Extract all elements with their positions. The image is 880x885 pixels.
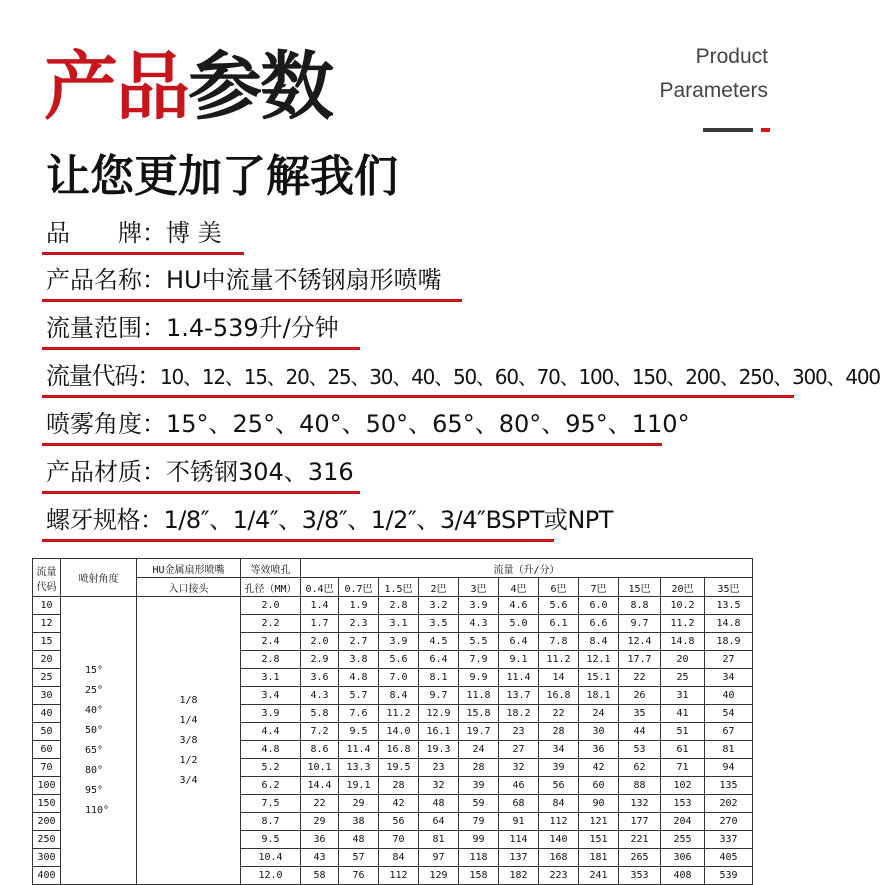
- cell-flow: 19.3: [419, 741, 459, 759]
- param-label: 流量代码：: [46, 362, 160, 390]
- cell-flow: 19.1: [339, 777, 379, 795]
- cell-flow: 7.6: [339, 705, 379, 723]
- cell-flow: 19.5: [379, 759, 419, 777]
- cell-flow: 118: [459, 849, 499, 867]
- cell-flow: 2.8: [379, 597, 419, 615]
- cell-flow: 121: [579, 813, 619, 831]
- cell-flow: 13.7: [499, 687, 539, 705]
- cell-flow: 56: [539, 777, 579, 795]
- spec-table: [32, 558, 753, 885]
- header-pressure: 3巴: [459, 578, 499, 597]
- cell-flow: 94: [705, 759, 753, 777]
- cell-flow-code: 150: [33, 795, 61, 813]
- cell-flow: 17.7: [619, 651, 661, 669]
- subtitle: 让您更加了解我们: [46, 151, 398, 202]
- cell-flow: 2.3: [339, 615, 379, 633]
- cell-flow: 2.9: [301, 651, 339, 669]
- cell-flow: 3.1: [379, 615, 419, 633]
- cell-flow: 34: [539, 741, 579, 759]
- cell-flow: 70: [379, 831, 419, 849]
- header-pressure: 35巴: [705, 578, 753, 597]
- table-body: [33, 597, 753, 885]
- cell-flow-code: 12: [33, 615, 61, 633]
- connection-value: 3/4: [179, 774, 198, 786]
- cell-flow: 31: [661, 687, 705, 705]
- header-pressure: 4巴: [499, 578, 539, 597]
- param-value: 1.4-539升/分钟: [166, 314, 339, 342]
- spec-table-wrapper: [32, 558, 752, 883]
- cell-flow: 270: [705, 813, 753, 831]
- page-title: [44, 28, 332, 130]
- angle-value: 95°: [85, 784, 104, 796]
- cell-flow: 3.9: [379, 633, 419, 651]
- cell-flow: 18.1: [579, 687, 619, 705]
- header-pressure: 2巴: [419, 578, 459, 597]
- cell-flow: 14.8: [705, 615, 753, 633]
- cell-flow: 132: [619, 795, 661, 813]
- header-spray-angle: 喷射角度: [61, 559, 137, 597]
- cell-flow: 12.1: [579, 651, 619, 669]
- cell-flow: 3.6: [301, 669, 339, 687]
- cell-flow: 405: [705, 849, 753, 867]
- cell-flow-code: 200: [33, 813, 61, 831]
- angle-value: 25°: [85, 684, 104, 696]
- cell-flow: 32: [499, 759, 539, 777]
- cell-flow-code: 15: [33, 633, 61, 651]
- angle-value: 65°: [85, 744, 104, 756]
- cell-flow: 90: [579, 795, 619, 813]
- cell-flow: 40: [705, 687, 753, 705]
- cell-flow: 129: [419, 867, 459, 885]
- cell-flow: 11.4: [499, 669, 539, 687]
- cell-flow: 11.2: [379, 705, 419, 723]
- cell-flow: 9.1: [499, 651, 539, 669]
- cell-flow: 14: [539, 669, 579, 687]
- header-pressure: 0.4巴: [301, 578, 339, 597]
- cell-flow: 54: [705, 705, 753, 723]
- cell-flow: 12.9: [419, 705, 459, 723]
- cell-flow-code: 50: [33, 723, 61, 741]
- cell-flow: 43: [301, 849, 339, 867]
- cell-flow: 14.4: [301, 777, 339, 795]
- param-label: 流量范围：: [46, 314, 166, 342]
- param-value: 博 美: [166, 219, 222, 247]
- cell-orifice: 10.4: [241, 849, 301, 867]
- english-title-line1: Product: [695, 45, 768, 68]
- cell-flow: 5.0: [499, 615, 539, 633]
- cell-flow: 137: [499, 849, 539, 867]
- header-flow: 流量（升/分）: [301, 559, 753, 578]
- cell-flow: 68: [499, 795, 539, 813]
- cell-flow: 19.7: [459, 723, 499, 741]
- cell-flow: 32: [419, 777, 459, 795]
- cell-flow-code: 400: [33, 867, 61, 885]
- cell-flow: 204: [661, 813, 705, 831]
- cell-flow: 97: [419, 849, 459, 867]
- cell-flow: 62: [619, 759, 661, 777]
- cell-flow: 46: [499, 777, 539, 795]
- cell-flow: 4.5: [419, 633, 459, 651]
- cell-flow: 12.4: [619, 633, 661, 651]
- header-flow-code: 流量 代码: [33, 559, 61, 597]
- cell-orifice: 2.8: [241, 651, 301, 669]
- page-title-red: 产品: [44, 44, 188, 130]
- cell-flow: 58: [301, 867, 339, 885]
- cell-flow: 337: [705, 831, 753, 849]
- underline: [42, 395, 794, 398]
- cell-flow: 9.5: [339, 723, 379, 741]
- cell-flow: 6.6: [579, 615, 619, 633]
- cell-flow: 153: [661, 795, 705, 813]
- cell-flow: 11.2: [539, 651, 579, 669]
- param-value: HU中流量不锈钢扇形喷嘴: [166, 266, 442, 294]
- cell-flow: 27: [705, 651, 753, 669]
- angle-value: 80°: [85, 764, 104, 776]
- header-orifice-2: 孔径（MM）: [241, 578, 301, 597]
- cell-flow: 182: [499, 867, 539, 885]
- cell-flow: 14.8: [661, 633, 705, 651]
- header-inlet: 入口接头: [137, 578, 241, 597]
- cell-flow: 10.1: [301, 759, 339, 777]
- param-flow-range: [42, 310, 339, 350]
- table-header-row: [33, 559, 753, 578]
- cell-flow: 158: [459, 867, 499, 885]
- cell-flow: 76: [339, 867, 379, 885]
- cell-flow: 26: [619, 687, 661, 705]
- cell-flow: 255: [661, 831, 705, 849]
- cell-flow: 9.7: [619, 615, 661, 633]
- cell-flow: 41: [661, 705, 705, 723]
- param-brand: [42, 215, 222, 255]
- cell-spray-angles: [61, 597, 137, 885]
- cell-flow: 18.2: [499, 705, 539, 723]
- cell-flow: 53: [619, 741, 661, 759]
- underline: [42, 539, 554, 542]
- param-label: 产品材质：: [46, 458, 166, 486]
- cell-orifice: 8.7: [241, 813, 301, 831]
- cell-flow-code: 30: [33, 687, 61, 705]
- underline: [42, 347, 360, 350]
- cell-flow: 3.8: [339, 651, 379, 669]
- cell-flow: 39: [459, 777, 499, 795]
- cell-flow: 35: [619, 705, 661, 723]
- cell-orifice: 2.2: [241, 615, 301, 633]
- cell-flow: 6.0: [579, 597, 619, 615]
- cell-flow: 8.4: [379, 687, 419, 705]
- cell-flow: 81: [419, 831, 459, 849]
- cell-flow: 5.7: [339, 687, 379, 705]
- cell-flow: 1.4: [301, 597, 339, 615]
- cell-flow: 57: [339, 849, 379, 867]
- cell-flow: 38: [339, 813, 379, 831]
- table-header-row: [33, 578, 753, 597]
- cell-flow: 16.1: [419, 723, 459, 741]
- param-value: 1/8″、1/4″、3/8″、1/2″、3/4″BSPT或NPT: [163, 506, 613, 534]
- header-pressure: 6巴: [539, 578, 579, 597]
- cell-flow: 8.6: [301, 741, 339, 759]
- cell-flow: 67: [705, 723, 753, 741]
- param-label: 喷雾角度：: [46, 410, 166, 438]
- param-value: 15°、25°、40°、50°、65°、80°、95°、110°: [166, 410, 690, 438]
- cell-flow: 9.9: [459, 669, 499, 687]
- cell-flow: 27: [499, 741, 539, 759]
- cell-flow: 24: [459, 741, 499, 759]
- cell-flow: 11.4: [339, 741, 379, 759]
- cell-flow: 91: [499, 813, 539, 831]
- cell-flow: 71: [661, 759, 705, 777]
- cell-flow: 265: [619, 849, 661, 867]
- cell-flow: 28: [539, 723, 579, 741]
- cell-flow: 51: [661, 723, 705, 741]
- cell-flow-code: 300: [33, 849, 61, 867]
- cell-orifice: 5.2: [241, 759, 301, 777]
- cell-flow: 3.5: [419, 615, 459, 633]
- param-spray-angle: [42, 406, 690, 446]
- cell-flow: 4.8: [339, 669, 379, 687]
- cell-flow: 60: [579, 777, 619, 795]
- cell-flow: 7.9: [459, 651, 499, 669]
- header-pressure: 0.7巴: [339, 578, 379, 597]
- cell-flow: 30: [579, 723, 619, 741]
- cell-flow: 84: [539, 795, 579, 813]
- cell-flow: 1.7: [301, 615, 339, 633]
- cell-flow: 34: [705, 669, 753, 687]
- cell-flow: 6.4: [499, 633, 539, 651]
- param-label: 品 牌：: [46, 219, 166, 247]
- cell-flow: 114: [499, 831, 539, 849]
- cell-flow-code: 60: [33, 741, 61, 759]
- header-pressure: 1.5巴: [379, 578, 419, 597]
- cell-flow: 306: [661, 849, 705, 867]
- cell-flow: 10.2: [661, 597, 705, 615]
- page-title-black: 参数: [188, 44, 332, 130]
- cell-flow: 539: [705, 867, 753, 885]
- cell-flow: 29: [301, 813, 339, 831]
- cell-flow: 7.2: [301, 723, 339, 741]
- param-flow-code: [42, 358, 880, 398]
- angle-value: 40°: [85, 704, 104, 716]
- cell-flow: 3.9: [459, 597, 499, 615]
- cell-flow: 6.1: [539, 615, 579, 633]
- connection-value: 1/2: [179, 754, 198, 766]
- underline: [42, 252, 244, 255]
- cell-flow: 11.8: [459, 687, 499, 705]
- param-thread: [42, 502, 613, 542]
- connection-value: 1/8: [179, 694, 198, 706]
- cell-flow: 168: [539, 849, 579, 867]
- cell-flow: 44: [619, 723, 661, 741]
- cell-flow: 9.7: [419, 687, 459, 705]
- cell-flow-code: 10: [33, 597, 61, 615]
- cell-flow: 14.0: [379, 723, 419, 741]
- cell-flow: 79: [459, 813, 499, 831]
- cell-flow: 42: [379, 795, 419, 813]
- cell-flow: 59: [459, 795, 499, 813]
- table-row: [33, 597, 753, 615]
- cell-flow: 8.1: [419, 669, 459, 687]
- param-product-name: [42, 262, 442, 302]
- cell-flow: 20: [661, 651, 705, 669]
- param-material: [42, 454, 354, 494]
- cell-flow: 5.8: [301, 705, 339, 723]
- cell-flow: 112: [379, 867, 419, 885]
- cell-flow: 2.7: [339, 633, 379, 651]
- cell-flow: 7.0: [379, 669, 419, 687]
- cell-flow: 42: [579, 759, 619, 777]
- angle-value: 110°: [85, 804, 110, 816]
- header-orifice-1: 等效喷孔: [241, 559, 301, 578]
- header-nozzle: HU金属扇形喷嘴: [137, 559, 241, 578]
- cell-flow: 8.4: [579, 633, 619, 651]
- cell-flow: 36: [301, 831, 339, 849]
- cell-flow: 36: [579, 741, 619, 759]
- cell-flow: 25: [661, 669, 705, 687]
- cell-flow: 151: [579, 831, 619, 849]
- decorative-bar-dark: [703, 128, 753, 132]
- cell-flow: 7.8: [539, 633, 579, 651]
- cell-flow: 140: [539, 831, 579, 849]
- cell-flow: 223: [539, 867, 579, 885]
- cell-flow-code: 100: [33, 777, 61, 795]
- cell-flow: 4.3: [301, 687, 339, 705]
- cell-orifice: 7.5: [241, 795, 301, 813]
- underline: [42, 443, 662, 446]
- cell-flow: 4.3: [459, 615, 499, 633]
- header-pressure: 7巴: [579, 578, 619, 597]
- param-label: 产品名称：: [46, 266, 166, 294]
- cell-flow: 15.8: [459, 705, 499, 723]
- cell-flow: 23: [499, 723, 539, 741]
- cell-orifice: 6.2: [241, 777, 301, 795]
- param-value: 10、12、15、20、25、30、40、50、60、70、100、150、200、250、300、400: [160, 365, 880, 389]
- cell-flow: 13.3: [339, 759, 379, 777]
- cell-flow: 1.9: [339, 597, 379, 615]
- cell-flow: 4.6: [499, 597, 539, 615]
- cell-flow: 28: [459, 759, 499, 777]
- underline: [42, 491, 360, 494]
- cell-flow: 22: [301, 795, 339, 813]
- header-pressure: 15巴: [619, 578, 661, 597]
- cell-flow: 39: [539, 759, 579, 777]
- cell-flow: 22: [539, 705, 579, 723]
- cell-flow: 28: [379, 777, 419, 795]
- cell-flow: 6.4: [419, 651, 459, 669]
- cell-flow: 241: [579, 867, 619, 885]
- cell-flow: 102: [661, 777, 705, 795]
- cell-inlet-connections: [137, 597, 241, 885]
- cell-flow: 48: [339, 831, 379, 849]
- cell-flow: 177: [619, 813, 661, 831]
- cell-flow: 5.6: [379, 651, 419, 669]
- param-value: 不锈钢304、316: [166, 458, 354, 486]
- connection-value: 1/4: [179, 714, 198, 726]
- cell-orifice: 9.5: [241, 831, 301, 849]
- cell-orifice: 4.4: [241, 723, 301, 741]
- cell-orifice: 2.0: [241, 597, 301, 615]
- cell-flow: 408: [661, 867, 705, 885]
- cell-orifice: 3.9: [241, 705, 301, 723]
- cell-flow: 23: [419, 759, 459, 777]
- cell-flow: 84: [379, 849, 419, 867]
- cell-flow: 61: [661, 741, 705, 759]
- cell-flow: 353: [619, 867, 661, 885]
- cell-flow: 18.9: [705, 633, 753, 651]
- cell-flow: 16.8: [539, 687, 579, 705]
- cell-flow: 99: [459, 831, 499, 849]
- cell-orifice: 4.8: [241, 741, 301, 759]
- cell-flow-code: 20: [33, 651, 61, 669]
- cell-orifice: 2.4: [241, 633, 301, 651]
- connection-value: 3/8: [179, 734, 198, 746]
- cell-flow: 5.6: [539, 597, 579, 615]
- cell-flow: 24: [579, 705, 619, 723]
- english-title: [659, 40, 768, 108]
- cell-flow: 221: [619, 831, 661, 849]
- cell-flow: 112: [539, 813, 579, 831]
- cell-flow: 202: [705, 795, 753, 813]
- cell-flow: 11.2: [661, 615, 705, 633]
- cell-orifice: 3.1: [241, 669, 301, 687]
- angle-value: 15°: [85, 664, 104, 676]
- header-pressure: 20巴: [661, 578, 705, 597]
- param-label: 螺牙规格：: [46, 506, 164, 534]
- cell-flow: 13.5: [705, 597, 753, 615]
- cell-flow: 22: [619, 669, 661, 687]
- cell-flow-code: 70: [33, 759, 61, 777]
- angle-value: 50°: [85, 724, 104, 736]
- english-title-line2: Parameters: [659, 79, 768, 102]
- cell-flow: 3.2: [419, 597, 459, 615]
- cell-flow: 5.5: [459, 633, 499, 651]
- cell-flow: 29: [339, 795, 379, 813]
- cell-flow: 64: [419, 813, 459, 831]
- cell-flow-code: 250: [33, 831, 61, 849]
- cell-flow: 181: [579, 849, 619, 867]
- cell-flow: 56: [379, 813, 419, 831]
- cell-flow-code: 25: [33, 669, 61, 687]
- decorative-bar-red: [761, 128, 770, 132]
- cell-flow: 15.1: [579, 669, 619, 687]
- cell-flow: 88: [619, 777, 661, 795]
- cell-flow-code: 40: [33, 705, 61, 723]
- cell-flow: 16.8: [379, 741, 419, 759]
- underline: [42, 299, 462, 302]
- cell-flow: 135: [705, 777, 753, 795]
- cell-flow: 2.0: [301, 633, 339, 651]
- cell-flow: 8.8: [619, 597, 661, 615]
- cell-orifice: 12.0: [241, 867, 301, 885]
- cell-flow: 48: [419, 795, 459, 813]
- cell-flow: 81: [705, 741, 753, 759]
- cell-orifice: 3.4: [241, 687, 301, 705]
